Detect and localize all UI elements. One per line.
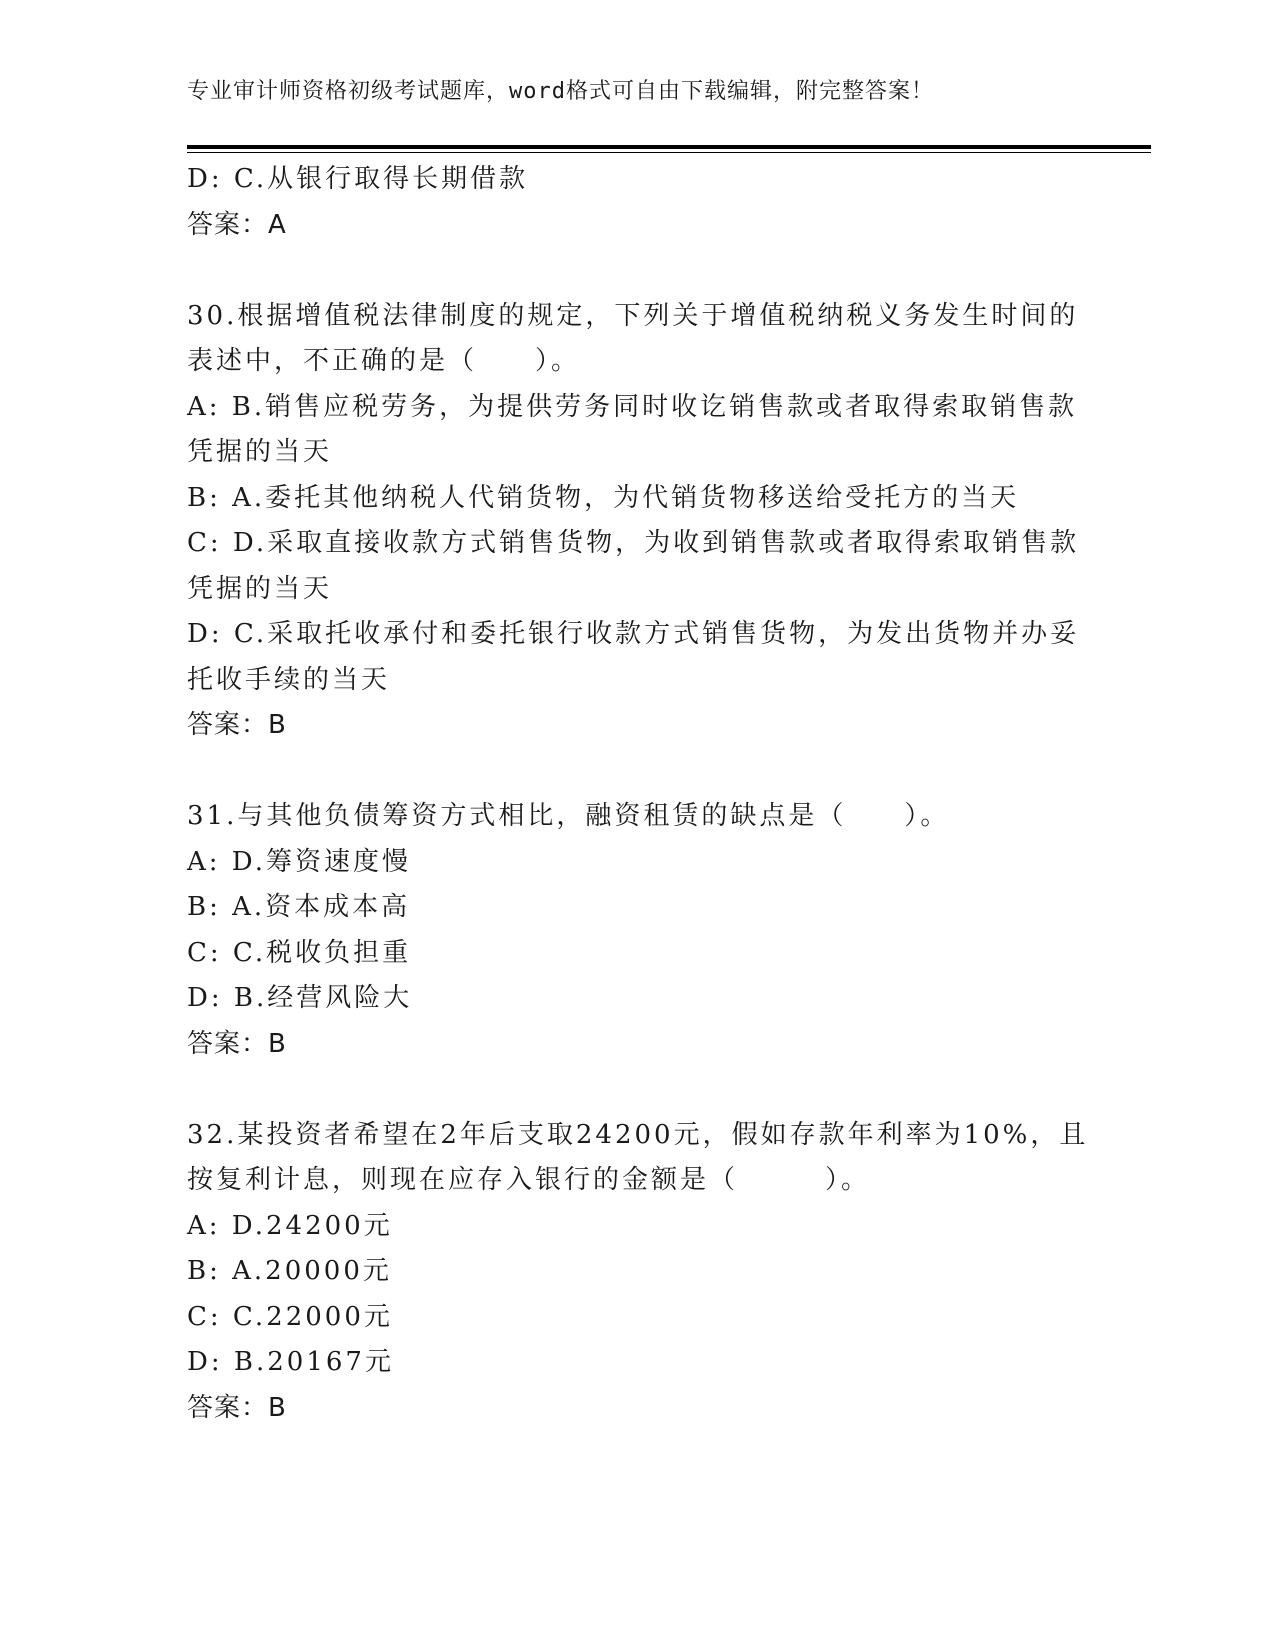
option-c-continued: 凭据的当天 — [187, 573, 333, 604]
spacer — [187, 749, 1087, 795]
option-b: B: A.资本成本高 — [187, 892, 411, 922]
question-stem-line: 32.某投资者希望在2年后支取24200元，假如存款年利率为10%，且 — [187, 1119, 1089, 1150]
answer-line: 答案：B — [187, 1392, 287, 1423]
question-stem-line: 表述中，不正确的是（ ）。 — [187, 346, 581, 376]
question-block-31 — [187, 794, 1087, 1067]
header-rule-thin — [187, 152, 1151, 153]
option-a-continued: 凭据的当天 — [187, 437, 333, 467]
carryover-option-d: D: C.从银行取得长期借款 — [187, 164, 529, 194]
option-c: C: C.税收负担重 — [187, 937, 412, 968]
answer-line: 答案：B — [187, 710, 287, 740]
option-d: D: B.经营风险大 — [187, 983, 413, 1013]
answer-line: 答案：B — [187, 1028, 287, 1059]
question-stem-line: 按复利计息，则现在应存入银行的金额是（ ）。 — [187, 1165, 871, 1195]
page-header: 专业审计师资格初级考试题库，word格式可自由下载编辑，附完整答案！ — [187, 79, 934, 104]
question-block-30 — [187, 294, 1087, 749]
spacer — [187, 1067, 1087, 1113]
option-a: A: D.24200元 — [187, 1210, 393, 1241]
question-block-32 — [187, 1113, 1087, 1432]
option-a: A: B.销售应税劳务，为提供劳务同时收讫销售款或者取得索取销售款 — [187, 391, 1078, 422]
option-c: C: C.22000元 — [187, 1301, 393, 1332]
option-b: B: A.20000元 — [187, 1256, 392, 1286]
header-rule-thick — [187, 145, 1151, 149]
document-body — [187, 157, 1087, 1431]
option-b: B: A.委托其他纳税人代销货物，为代销货物移送给受托方的当天 — [187, 482, 1020, 513]
option-d: D: C.采取托收承付和委托银行收款方式销售货物，为发出货物并办妥 — [187, 619, 1080, 649]
option-c: C: D.采取直接收款方式销售货物，为收到销售款或者取得索取销售款 — [187, 528, 1080, 558]
option-a: A: D.筹资速度慢 — [187, 846, 411, 877]
spacer — [187, 248, 1087, 294]
carryover-answer: 答案：A — [187, 209, 287, 240]
question-stem-line: 31.与其他负债筹资方式相比，融资租赁的缺点是（ ）。 — [187, 801, 950, 831]
question-stem-line: 30.根据增值税法律制度的规定，下列关于增值税纳税义务发生时间的 — [187, 300, 1079, 331]
option-d: D: B.20167元 — [187, 1347, 394, 1377]
option-d-continued: 托收手续的当天 — [187, 664, 391, 695]
